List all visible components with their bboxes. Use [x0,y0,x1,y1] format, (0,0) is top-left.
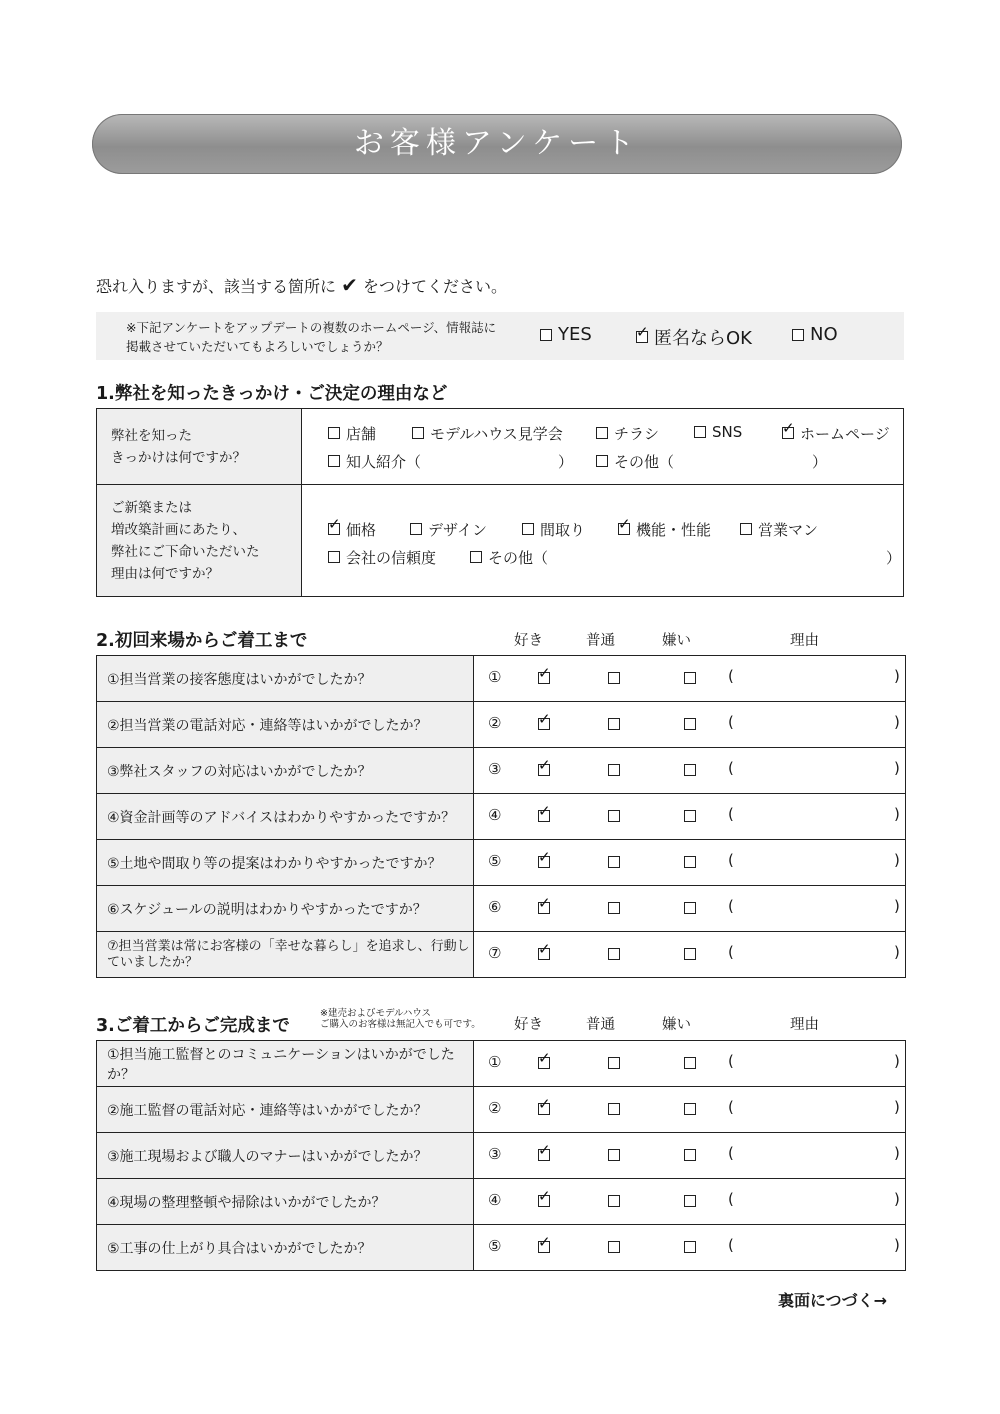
reason-open-paren: ( [728,851,734,869]
reason-open-paren: ( [728,805,734,823]
consent-option-label: YES [558,324,592,345]
reason-open-paren: ( [728,713,734,731]
checkbox[interactable] [636,331,648,343]
rating-normal-checkbox[interactable] [608,718,620,730]
rating-normal-checkbox[interactable] [608,1149,620,1161]
question: ②施工監督の電話対応・連絡等はいかがでしたか？ [97,1087,474,1133]
instruction-text: 恐れ入りますが、該当する箇所に [96,277,337,296]
rating-like-checkbox[interactable] [538,810,550,822]
row-number: ② [488,714,502,732]
rating-dislike-checkbox[interactable] [684,1057,696,1069]
close-paren: ） [886,548,902,567]
consent-option-label: 匿名ならOK [654,328,752,349]
option-1-line2-1[interactable] [470,547,548,568]
checkbox[interactable] [328,551,340,563]
checkbox[interactable] [540,329,552,341]
row-number: ④ [488,806,502,824]
close-paren: ） [812,452,828,471]
section3-title: 3.ご着工からご完成まで [96,1016,290,1036]
row-number: ⑥ [488,898,502,916]
question: ⑥スケジュールの説明はわかりやすかったですか？ [97,886,474,932]
row-number: ④ [488,1191,502,1209]
instruction-text-end: をつけてください。 [362,277,507,296]
option-label: 営業マン [758,520,819,539]
rating-dislike-checkbox[interactable] [684,672,696,684]
instruction [96,273,507,297]
reason-close-paren: ) [894,1098,900,1116]
rating-dislike-checkbox[interactable] [684,1103,696,1115]
reason-open-paren: ( [728,1052,734,1070]
consent-question [126,318,496,356]
reason-open-paren: ( [728,667,734,685]
row-label-line: きっかけは何ですか？ [111,449,246,466]
option-label: 間取り [540,520,586,539]
answer-cell [474,1133,906,1179]
option-1-line1-2[interactable] [522,519,585,540]
rating-dislike-checkbox[interactable] [684,764,696,776]
rating-like-checkbox[interactable] [538,948,550,960]
option-1-line1-4[interactable] [740,519,818,540]
rating-normal-checkbox[interactable] [608,902,620,914]
consent-option-1[interactable] [540,324,592,345]
option-0-line1-0[interactable] [328,423,376,444]
option-label: モデルハウス見学会 [430,424,563,443]
rating-normal-checkbox[interactable] [608,1103,620,1115]
rating-dislike-checkbox[interactable] [684,718,696,730]
option-0-line1-1[interactable] [412,423,563,444]
row-number: ③ [488,1145,502,1163]
option-label: 価格 [346,520,377,539]
checkbox[interactable] [596,427,608,439]
row-label-line: 弊社にご下命いただいた [111,543,260,560]
checkbox[interactable] [522,523,534,535]
consent-option-label: NO [810,324,838,345]
checkbox[interactable] [792,329,804,341]
answer-cell [474,748,906,794]
reason-open-paren: ( [728,1144,734,1162]
answer-cell [474,932,906,978]
table-row [97,702,906,748]
checkbox[interactable] [618,523,630,535]
reason-open-paren: ( [728,943,734,961]
checkbox[interactable] [694,426,706,438]
table-row [97,886,906,932]
section3-note-line-1: ※建売およびモデルハウス [320,1008,432,1019]
rating-normal-checkbox[interactable] [608,948,620,960]
answer-cell [474,1087,906,1133]
column-like: 好き [514,1017,543,1033]
rating-normal-checkbox[interactable] [608,810,620,822]
reason-open-paren: ( [728,1098,734,1116]
consent-option-3[interactable] [792,324,838,345]
option-label: チラシ [614,424,660,443]
table-row [97,1179,906,1225]
close-paren: ） [558,452,574,471]
checkbox[interactable] [410,523,422,535]
rating-dislike-checkbox[interactable] [684,948,696,960]
table-row [97,794,906,840]
rating-like-checkbox[interactable] [538,856,550,868]
column-like: 好き [514,633,543,649]
option-1-line2-0[interactable] [328,547,436,568]
rating-normal-checkbox[interactable] [608,764,620,776]
question: ②担当営業の電話対応・連絡等はいかがでしたか？ [97,702,474,748]
row-label-line: 弊社を知った [111,427,192,444]
section3-table [96,1040,906,1271]
row-label-line: 増改築計画にあたり、 [111,521,246,538]
rating-like-checkbox[interactable] [538,1195,550,1207]
table-row [97,840,906,886]
option-label: ホームページ [800,424,890,443]
option-1-line1-0[interactable] [328,519,376,540]
rating-dislike-checkbox[interactable] [684,1241,696,1253]
rating-normal-checkbox[interactable] [608,1057,620,1069]
reason-close-paren: ) [894,667,900,685]
row-number: ⑦ [488,944,502,962]
rating-like-checkbox[interactable] [538,718,550,730]
rating-like-checkbox[interactable] [538,764,550,776]
table-row [97,748,906,794]
reason-open-paren: ( [728,897,734,915]
column-reason: 理由 [790,633,819,649]
question: ⑦担当営業は常にお客様の「幸せな暮らし」を追求し、行動していましたか？ [97,932,474,978]
checkbox[interactable] [782,427,794,439]
option-label: 店舗 [346,424,377,443]
answer-cell [474,1179,906,1225]
option-label: 機能・性能 [636,520,712,539]
checkbox[interactable] [740,523,752,535]
consent-option-2[interactable] [636,324,752,350]
row-label-line: 理由は何ですか？ [111,565,219,582]
row-number: ③ [488,760,502,778]
option-label: その他（ [614,452,675,471]
answer-cell [474,794,906,840]
section3-note-line-2: ご購入のお客様は無記入でも可です。 [320,1019,481,1030]
rating-like-checkbox[interactable] [538,1241,550,1253]
column-normal: 普通 [586,1017,615,1033]
section2-table [96,655,906,978]
consent-line-1: ※下記アンケートをアップデートの複数のホームページ、情報誌に [126,320,497,335]
checkbox[interactable] [328,455,340,467]
rating-normal-checkbox[interactable] [608,1195,620,1207]
reason-close-paren: ) [894,1236,900,1254]
decision-options [302,485,904,597]
checkbox[interactable] [412,427,424,439]
rating-dislike-checkbox[interactable] [684,856,696,868]
row-number: ① [488,668,502,686]
option-0-line1-3[interactable] [694,423,742,441]
rating-dislike-checkbox[interactable] [684,1149,696,1161]
option-0-line2-0[interactable] [328,451,421,472]
answer-cell [474,886,906,932]
table-row [97,656,906,702]
answer-cell [474,656,906,702]
reason-close-paren: ) [894,851,900,869]
rating-normal-checkbox[interactable] [608,856,620,868]
question: ④資金計画等のアドバイスはわかりやすかったですか？ [97,794,474,840]
section1-title: 1.弊社を知ったきっかけ・ご決定の理由など [96,384,448,404]
reason-close-paren: ) [894,1052,900,1070]
answer-cell [474,1041,906,1087]
table-row [97,1225,906,1271]
rating-dislike-checkbox[interactable] [684,1195,696,1207]
question: ⑤土地や間取り等の提案はわかりやすかったですか？ [97,840,474,886]
table-row [97,1041,906,1087]
reason-close-paren: ) [894,897,900,915]
rating-like-checkbox[interactable] [538,672,550,684]
rating-like-checkbox[interactable] [538,902,550,914]
checkbox[interactable] [596,455,608,467]
row-number: ② [488,1099,502,1117]
rating-like-checkbox[interactable] [538,1103,550,1115]
row-number: ⑤ [488,852,502,870]
option-label: 知人紹介（ [346,452,422,471]
reason-close-paren: ) [894,1190,900,1208]
answer-cell [474,840,906,886]
row-label-decision [97,485,302,597]
question: ①担当施工監督とのコミュニケーションはいかがでしたか？ [97,1041,474,1087]
reason-close-paren: ) [894,759,900,777]
rating-normal-checkbox[interactable] [608,1241,620,1253]
rating-dislike-checkbox[interactable] [684,902,696,914]
option-1-line1-1[interactable] [410,519,487,540]
reason-close-paren: ) [894,1144,900,1162]
reason-close-paren: ) [894,713,900,731]
row-number: ① [488,1053,502,1071]
column-normal: 普通 [586,633,615,649]
rating-like-checkbox[interactable] [538,1057,550,1069]
continue-note: 裏面につづく→ [778,1291,888,1310]
question: ①担当営業の接客態度はいかがでしたか？ [97,656,474,702]
row-number: ⑤ [488,1237,502,1255]
column-dislike: 嫌い [662,633,691,649]
reason-close-paren: ) [894,943,900,961]
reason-close-paren: ) [894,805,900,823]
rating-like-checkbox[interactable] [538,1149,550,1161]
option-1-line1-3[interactable] [618,519,711,540]
check-mark-icon: ✔ [341,273,358,297]
question: ④現場の整理整頓や掃除はいかがでしたか？ [97,1179,474,1225]
rating-dislike-checkbox[interactable] [684,810,696,822]
rating-normal-checkbox[interactable] [608,672,620,684]
option-label: デザイン [428,520,487,539]
option-label: SNS [712,422,743,441]
option-0-line1-4[interactable] [782,423,890,444]
answer-cell [474,702,906,748]
question: ⑤工事の仕上がり具合はいかがでしたか？ [97,1225,474,1271]
section2-title: 2.初回来場からご着工まで [96,631,308,651]
section1-table [96,408,904,597]
row-label-line: ご新築または [111,499,192,516]
table-row [97,932,906,978]
row-label-discovery [97,409,302,485]
column-dislike: 嫌い [662,1017,691,1033]
discovery-options [302,409,904,485]
reason-open-paren: ( [728,759,734,777]
column-reason: 理由 [790,1017,819,1033]
consent-line-2: 掲載させていただいてもよろしいでしょうか？ [126,339,389,354]
table-row [97,1087,906,1133]
checkbox[interactable] [328,427,340,439]
page-title: お客様アンケート [353,126,641,161]
option-0-line1-2[interactable] [596,423,659,444]
reason-open-paren: ( [728,1236,734,1254]
checkbox[interactable] [328,523,340,535]
question: ③弊社スタッフの対応はいかがでしたか？ [97,748,474,794]
reason-open-paren: ( [728,1190,734,1208]
section3-note [320,1008,481,1030]
table-row [97,1133,906,1179]
question: ③施工現場および職人のマナーはいかがでしたか？ [97,1133,474,1179]
option-label: 会社の信頼度 [346,548,437,567]
checkbox[interactable] [470,551,482,563]
answer-cell [474,1225,906,1271]
option-0-line2-1[interactable] [596,451,674,472]
option-label: その他（ [488,548,549,567]
